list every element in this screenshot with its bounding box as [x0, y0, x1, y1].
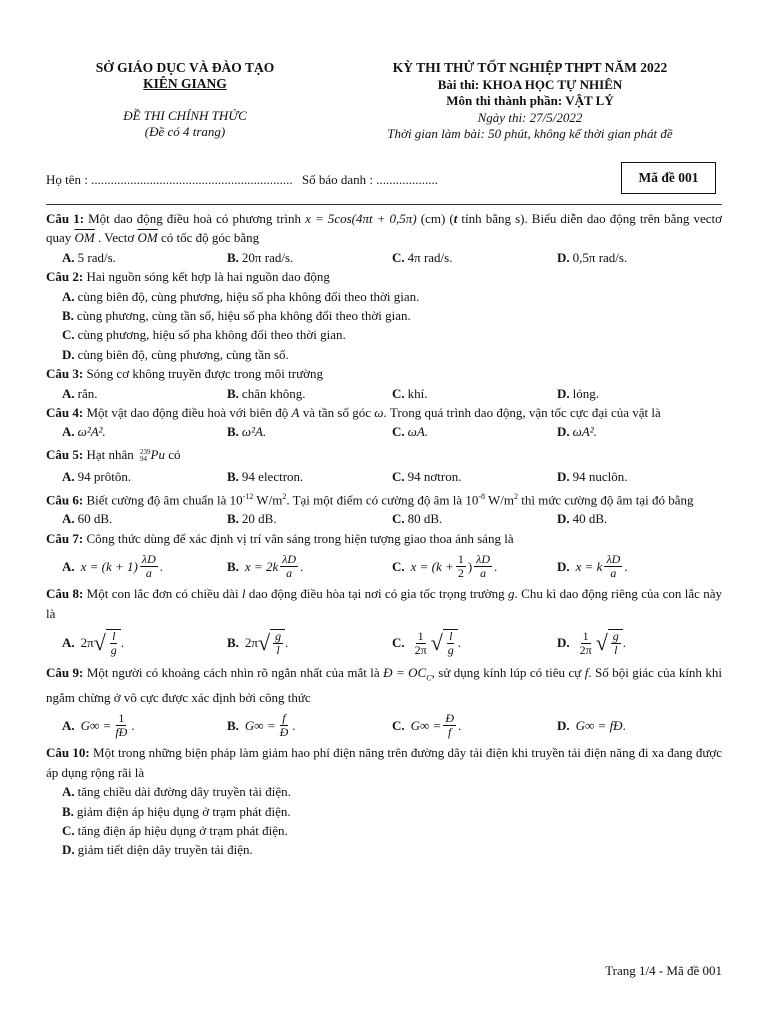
option-text: khí.	[407, 385, 428, 401]
options-row	[46, 707, 722, 743]
exam-code: Mã đề 001	[638, 170, 699, 185]
option-d[interactable]	[46, 840, 722, 859]
option-label: C.	[392, 558, 405, 574]
formula-part: x = (k + 1)	[80, 558, 138, 574]
candidate-number-field[interactable]: Số báo danh : ...................	[301, 172, 439, 187]
fraction	[140, 553, 158, 580]
question-text: có	[164, 446, 181, 462]
nuclide-symbol: Pu	[150, 446, 165, 462]
option-b[interactable]	[227, 553, 392, 580]
header-right	[330, 60, 730, 143]
options-row	[46, 548, 722, 584]
option-text: cùng biên độ, cùng phương, cùng tần số.	[77, 346, 289, 362]
formula-part: 2π	[80, 635, 94, 651]
department-name: SỞ GIÁO DỤC VÀ ĐÀO TẠO	[95, 60, 275, 75]
option-c[interactable]	[392, 629, 557, 657]
exponent: 2	[514, 491, 519, 501]
variable: t	[453, 211, 458, 226]
option-a[interactable]	[62, 467, 227, 486]
option-c[interactable]	[46, 821, 722, 840]
option-text: 60 dB.	[77, 511, 113, 527]
option-text: ωA².	[572, 424, 597, 440]
question-3	[46, 364, 722, 383]
question-text: . Chu kì dao động riêng của con lắc này là	[46, 586, 722, 621]
formula-part: .	[622, 717, 626, 733]
option-text: ω²A.	[241, 424, 267, 440]
option-text: 94 prôtôn.	[77, 469, 132, 485]
option-c[interactable]	[392, 509, 557, 528]
option-text: ωA.	[407, 424, 429, 440]
option-text: 80 dB.	[407, 511, 443, 527]
option-label: D.	[557, 469, 570, 485]
question-text: Một trong những biện pháp làm giảm hao phí điện năng trên đường dây tải điện khi truyền tải điện năng đi xa đang được áp dụng rộng rãi là	[46, 745, 723, 780]
formula-part: x = (k +	[410, 558, 454, 574]
option-c[interactable]	[392, 553, 557, 580]
formula-part: .	[494, 558, 498, 574]
option-d[interactable]	[557, 629, 722, 657]
numerator: 1	[118, 710, 125, 725]
formula-part: .	[457, 635, 462, 651]
option-c[interactable]	[392, 422, 557, 441]
question-9	[46, 663, 722, 707]
option-label: C.	[392, 424, 405, 440]
denominator: 2	[457, 565, 464, 580]
option-a[interactable]	[62, 384, 227, 403]
fraction	[604, 553, 622, 580]
option-b[interactable]	[227, 248, 392, 267]
question-number: Câu 7:	[46, 530, 84, 546]
denominator: l	[276, 643, 280, 658]
numerator: l	[112, 629, 116, 644]
question-text: thì mức cường độ âm tại đó bằng	[518, 492, 694, 508]
question-text: Một dao động điều hoà có phương trình	[84, 211, 306, 226]
formula-part: .	[458, 717, 462, 733]
option-label: B.	[227, 558, 239, 574]
option-b[interactable]	[227, 629, 392, 657]
exam-component: Môn thi thành phần: VẬT LÝ	[446, 93, 614, 108]
square-root: √ $\frac{l}{g}$	[94, 629, 121, 657]
option-label: A.	[62, 385, 75, 401]
option-label: A.	[62, 511, 75, 527]
option-b[interactable]	[46, 802, 722, 821]
numerator: 1	[457, 551, 464, 566]
question-number: Câu 1:	[46, 211, 85, 226]
question-4	[46, 403, 722, 422]
exam-subject: Bài thi: KHOA HỌC TỰ NHIÊN	[437, 76, 623, 92]
province-name: KIÊN GIANG	[143, 76, 227, 91]
option-text: 94 nuclôn.	[572, 469, 628, 485]
option-label: C.	[62, 327, 75, 343]
option-c[interactable]	[392, 712, 557, 739]
option-text: 94 nơtron.	[407, 469, 462, 485]
exponent: -8	[478, 491, 486, 501]
exam-duration: Thời gian làm bài: 50 phút, không kể thời gian phát đề	[387, 126, 673, 141]
question-number: Câu 5:	[46, 446, 84, 462]
denominator: a	[480, 565, 487, 580]
formula-part: .	[131, 717, 135, 733]
option-text: 5 rad/s.	[77, 249, 116, 265]
option-label: D.	[557, 635, 570, 651]
candidate-info-line	[46, 172, 438, 188]
vector-om: $\overline{OM}$	[137, 230, 158, 246]
square-root: √ $\frac{l}{g}$	[431, 629, 458, 657]
denominator: f	[447, 724, 452, 739]
numerator: λD	[476, 551, 491, 566]
questions-body	[46, 209, 722, 860]
option-text: tăng điện áp hiệu dụng ở trạm phát điện.	[77, 823, 288, 839]
fraction	[456, 553, 466, 580]
option-label: D.	[557, 249, 570, 265]
question-text: . Trong quá trình dao động, vận tốc cực đại của vật là	[383, 405, 661, 421]
question-text: Sóng cơ không truyền được trong môi trường	[83, 366, 324, 382]
numerator: Đ	[445, 710, 454, 725]
formula-part: x = k	[575, 558, 603, 574]
question-text: Hạt nhân	[83, 446, 137, 462]
question-text: tính bằng s). Biểu diễn dao động trên bằng vectơ quay	[46, 211, 723, 246]
question-text: . Số bội giác của kính khi ngắm chừng ở vô cực được xác định bởi công thức	[46, 665, 722, 706]
option-a[interactable]	[46, 782, 722, 801]
formula-part: 2π	[244, 635, 258, 651]
question-6	[46, 487, 722, 510]
question-text: Hai nguồn sóng kết hợp là hai nguồn dao động	[83, 269, 330, 285]
question-text: (cm) (	[416, 211, 454, 226]
option-text: 20π rad/s.	[241, 249, 294, 265]
question-number: Câu 10:	[46, 745, 90, 761]
option-label: B.	[227, 469, 239, 485]
candidate-name-field[interactable]: Họ tên : ..............................................................	[46, 172, 293, 187]
nuclide-numbers	[140, 449, 151, 463]
option-label: D.	[557, 385, 570, 401]
fraction	[443, 712, 456, 739]
option-label: A.	[62, 717, 75, 733]
option-d[interactable]	[557, 553, 722, 580]
question-number: Câu 9:	[46, 665, 84, 681]
official-label: ĐỀ THI CHÍNH THỨC	[123, 108, 247, 123]
numerator: g	[612, 629, 619, 644]
denominator: g	[110, 643, 117, 658]
option-text: chân không.	[241, 385, 306, 401]
question-text: Công thức dùng để xác định vị trí vân sáng trong hiện tượng giao thoa ánh sáng là	[83, 530, 514, 546]
option-label: B.	[227, 385, 239, 401]
option-text: 0,5π rad/s.	[572, 249, 628, 265]
option-c[interactable]	[392, 248, 557, 267]
denominator: g	[447, 643, 454, 658]
option-label: A.	[62, 288, 75, 304]
option-label: B.	[227, 635, 239, 651]
formula-part: .	[285, 635, 289, 651]
page-footer: Trang 1/4 - Mã đề 001	[605, 963, 722, 978]
formula-part: .	[292, 717, 296, 733]
option-d[interactable]	[557, 716, 722, 735]
option-b[interactable]	[227, 509, 392, 528]
option-c[interactable]	[392, 384, 557, 403]
option-b[interactable]	[46, 306, 722, 325]
question-text: Biết cường độ âm chuẩn là 10	[83, 492, 243, 508]
fraction	[474, 553, 492, 580]
numerator: λD	[606, 551, 621, 566]
option-b[interactable]	[227, 712, 392, 739]
options-row	[46, 623, 722, 663]
option-d[interactable]	[557, 509, 722, 528]
option-label: C.	[392, 511, 405, 527]
option-label: B.	[227, 424, 239, 440]
subscript: C	[426, 673, 432, 683]
option-a[interactable]	[62, 248, 227, 267]
option-label: C.	[392, 249, 405, 265]
denominator: a	[610, 565, 617, 580]
exam-title: KỲ THI THỬ TỐT NGHIỆP THPT NĂM 2022	[392, 60, 668, 75]
option-d[interactable]	[557, 467, 722, 486]
option-b[interactable]	[227, 422, 392, 441]
option-label: D.	[557, 717, 570, 733]
numerator: g	[275, 629, 282, 644]
numerator: λD	[282, 551, 297, 566]
question-text: . Tại một điểm có cường độ âm là 10	[286, 492, 479, 508]
option-label: B.	[227, 717, 239, 733]
option-text: tăng chiều dài đường dây truyền tải điện.	[77, 784, 291, 800]
question-text: W/m	[485, 492, 515, 508]
exam-code-box	[621, 162, 716, 194]
option-d[interactable]	[557, 248, 722, 267]
option-text: cùng phương, cùng tần số, hiệu số pha không đổi theo thời gian.	[76, 308, 411, 324]
question-text: Một con lắc đơn có chiều dài	[83, 586, 242, 602]
denominator: Đ	[279, 724, 289, 739]
option-label: A.	[62, 469, 75, 485]
option-label: D.	[557, 511, 570, 527]
option-text: cùng biên độ, cùng phương, hiệu số pha không đổi theo thời gian.	[77, 288, 420, 304]
options-row	[46, 464, 722, 486]
denominator: 2π	[414, 642, 427, 657]
header-left	[60, 60, 310, 140]
option-label: C.	[62, 823, 75, 839]
square-root: √ $\frac{g}{l}$	[596, 629, 623, 657]
options-row	[46, 248, 722, 267]
question-text: có tốc độ góc bằng	[157, 230, 260, 246]
formula-part: G∞ = fĐ	[575, 717, 623, 733]
denominator: fĐ	[115, 724, 128, 739]
mass-number: 239	[140, 447, 151, 456]
formula-part: G∞ =	[244, 717, 276, 733]
option-label: C.	[392, 469, 405, 485]
denominator: a	[145, 565, 152, 580]
formula-part: Đ = OC	[383, 665, 427, 681]
formula: x = 5cos(4πt + 0,5π)	[305, 211, 417, 226]
question-number: Câu 6:	[46, 492, 84, 508]
fraction	[413, 630, 429, 657]
option-c[interactable]	[392, 467, 557, 486]
square-root: √ $\frac{g}{l}$	[258, 629, 285, 657]
vector-om: $\overline{OM}$	[74, 230, 95, 246]
option-a[interactable]	[62, 509, 227, 528]
option-label: D.	[557, 424, 570, 440]
fraction	[113, 712, 129, 739]
option-a[interactable]	[62, 553, 227, 580]
option-text: ω²A².	[77, 424, 106, 440]
page-count-note: (Đề có 4 trang)	[144, 124, 226, 139]
option-label: A.	[62, 784, 75, 800]
option-a[interactable]	[62, 712, 227, 739]
option-a[interactable]	[62, 422, 227, 441]
option-text: giảm tiết diện dây truyền tải điện.	[77, 842, 253, 858]
option-text: lỏng.	[572, 385, 600, 401]
option-label: C.	[392, 635, 405, 651]
question-7	[46, 529, 722, 548]
header-divider	[46, 204, 722, 205]
option-b[interactable]	[227, 467, 392, 486]
exponent: -12	[242, 491, 254, 501]
fraction	[578, 630, 594, 657]
option-d[interactable]	[557, 384, 722, 403]
option-label: A.	[62, 558, 75, 574]
option-d[interactable]	[557, 422, 722, 441]
numerator: λD	[141, 551, 156, 566]
question-number: Câu 8:	[46, 586, 84, 602]
formula-part: .	[300, 558, 304, 574]
option-label: A.	[62, 249, 75, 265]
option-a[interactable]	[46, 287, 722, 306]
exponent: 2	[282, 491, 287, 501]
question-5	[46, 442, 722, 464]
option-text: 4π rad/s.	[407, 249, 453, 265]
denominator: 2π	[579, 642, 592, 657]
variable: f	[584, 665, 589, 681]
question-number: Câu 3:	[46, 366, 84, 382]
exam-date: Ngày thi: 27/5/2022	[477, 109, 583, 125]
atomic-number: 94	[140, 454, 147, 463]
option-label: B.	[62, 803, 74, 819]
formula-part: .	[159, 558, 164, 574]
option-text: 94 electron.	[241, 469, 304, 485]
question-text: Một vật dao động điều hoà với biên độ	[83, 405, 292, 421]
question-text: , sử dụng kính lúp có tiêu cự	[431, 665, 585, 681]
question-number: Câu 4:	[46, 405, 84, 421]
question-text: Một người có khoảng cách nhìn rõ ngắn nhất của mắt là	[83, 665, 384, 681]
fraction	[278, 712, 291, 739]
variable: ω	[374, 405, 384, 421]
option-text: rắn.	[77, 385, 98, 401]
option-d[interactable]	[46, 345, 722, 364]
option-text: cùng phương, hiệu số pha không đổi theo thời gian.	[77, 327, 346, 343]
option-label: D.	[62, 346, 75, 362]
options-row	[46, 384, 722, 403]
question-text: . Vectơ	[94, 230, 138, 246]
question-1	[46, 209, 722, 248]
variable: g	[508, 586, 515, 602]
question-text: W/m	[253, 492, 283, 508]
option-label: C.	[392, 385, 405, 401]
formula-part: G∞ =	[80, 717, 112, 733]
formula-part: .	[120, 635, 125, 651]
option-label: B.	[227, 249, 239, 265]
option-label: A.	[62, 424, 75, 440]
question-number: Câu 2:	[46, 269, 84, 285]
numerator: f	[282, 710, 286, 725]
option-text: giảm điện áp hiệu dụng ở trạm phát điện.	[76, 803, 291, 819]
formula-part: )	[467, 558, 473, 574]
option-label: B.	[227, 511, 239, 527]
formula-part: G∞ =	[410, 717, 442, 733]
question-text: dao động điều hòa tại nơi có gia tốc trọng trường	[245, 586, 509, 602]
variable: l	[241, 586, 246, 602]
option-label: A.	[62, 635, 75, 651]
denominator: a	[286, 565, 293, 580]
option-text: 40 dB.	[572, 511, 608, 527]
option-c[interactable]	[46, 325, 722, 344]
numerator: l	[449, 629, 453, 644]
numerator: 1	[582, 628, 589, 643]
question-8	[46, 584, 722, 623]
denominator: l	[614, 643, 618, 658]
fraction	[280, 553, 298, 580]
options-row	[46, 509, 722, 528]
option-label: C.	[392, 717, 405, 733]
option-label: D.	[62, 842, 75, 858]
formula-part: .	[622, 635, 627, 651]
option-text: 20 dB.	[241, 511, 277, 527]
question-2	[46, 267, 722, 286]
question-text: và tần số góc	[299, 405, 375, 421]
option-label: B.	[62, 308, 74, 324]
option-label: D.	[557, 558, 570, 574]
option-b[interactable]	[227, 384, 392, 403]
option-a[interactable]	[62, 629, 227, 657]
formula-part: .	[624, 558, 628, 574]
question-10	[46, 743, 722, 782]
numerator: 1	[417, 628, 424, 643]
formula-part: x = 2k	[244, 558, 279, 574]
variable: A	[291, 405, 300, 421]
options-row	[46, 422, 722, 441]
